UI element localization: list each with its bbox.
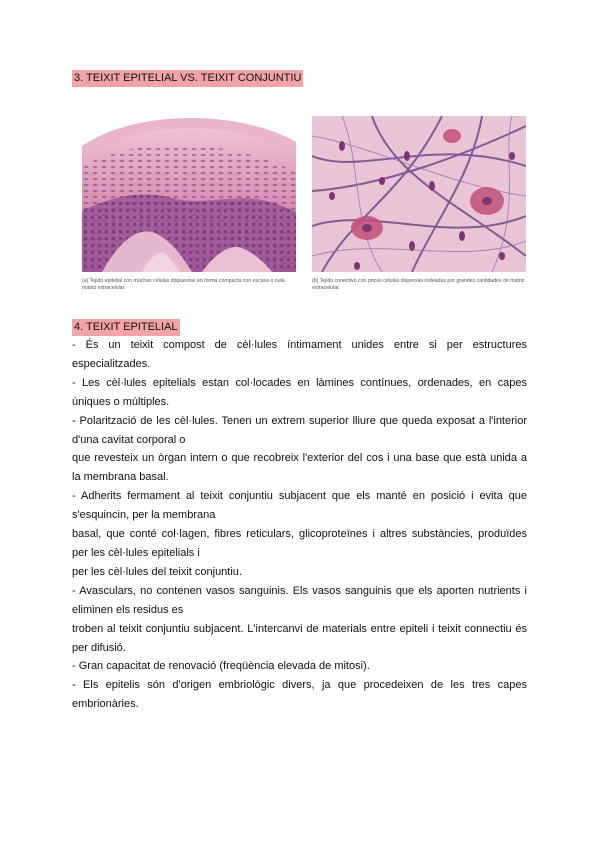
text-line: - Avasculars, no contenen vasos sanguinis. Els vasos sanguinis que els aporten nutrients i — [72, 584, 527, 597]
section-4-heading: 4. TEIXIT EPITELIAL — [72, 319, 180, 336]
text-line: la membrana basal. — [72, 471, 169, 484]
connective-tissue-micrograph — [312, 116, 526, 272]
text-line: especialitzades. — [72, 357, 151, 370]
figure-b-caption: (b) Tejido conectivo con pocas células dispersas rodeadas por grandes cantidades de matriz extracelular. — [312, 278, 525, 291]
text-line: troben al teixit conjuntiu subjacent. L'intercanvi de materials entre epiteli i teixit connectiu és — [72, 622, 527, 635]
text-line: - Gran capacitat de renovació (freqüència elevada de mitosi). — [72, 660, 370, 673]
text-line: embrionàries. — [72, 698, 139, 711]
text-line: per difusió. — [72, 641, 126, 654]
text-line: que revesteix un òrgan intern o que recobreix l'exterior del cos i una base que està unida a — [72, 452, 527, 465]
text-line: d'una cavitat corporal o — [72, 433, 186, 446]
text-line: - Les cèl·lules epitelials estan col·locades en làmines contínues, ordenades, en capes — [72, 376, 527, 389]
text-line: per les cèl·lules del teixit conjuntiu. — [72, 565, 242, 578]
section-4-body — [72, 336, 527, 714]
section-3-heading: 3. TEIXIT EPITELIAL VS. TEIXIT CONJUNTIU — [72, 70, 303, 87]
epithelial-tissue-micrograph — [82, 116, 296, 272]
text-line: - Els epitelis són d'origen embriològic divers, ja que procedeixen de les tres capes — [72, 679, 527, 692]
text-line: úniques o múltiples. — [72, 395, 170, 408]
text-line: - Adherits fermament al teixit conjuntiu subjacent que els manté en posició i evita que — [72, 490, 527, 503]
text-line: s'esquincin, per la membrana — [72, 509, 216, 522]
text-line: - És un teixit compost de cèl·lules íntimament unides entre si per estructures — [72, 339, 527, 351]
figure-a-caption: (a) Tejido epitelial con muchas células dispuestas en forma compacta con escasa o nula matriz extracelular. — [82, 278, 285, 291]
text-line: eliminen els residus es — [72, 603, 184, 616]
text-line: - Polarització de les cèl·lules. Tenen un extrem superior lliure que queda exposat a l'interior — [72, 414, 527, 427]
text-line: per les cèl·lules epitelials i — [72, 546, 200, 559]
text-line: basal, que conté col·lagen, fibres reticulars, glicoproteïnes i altres substàncies, produïdes — [72, 528, 527, 541]
